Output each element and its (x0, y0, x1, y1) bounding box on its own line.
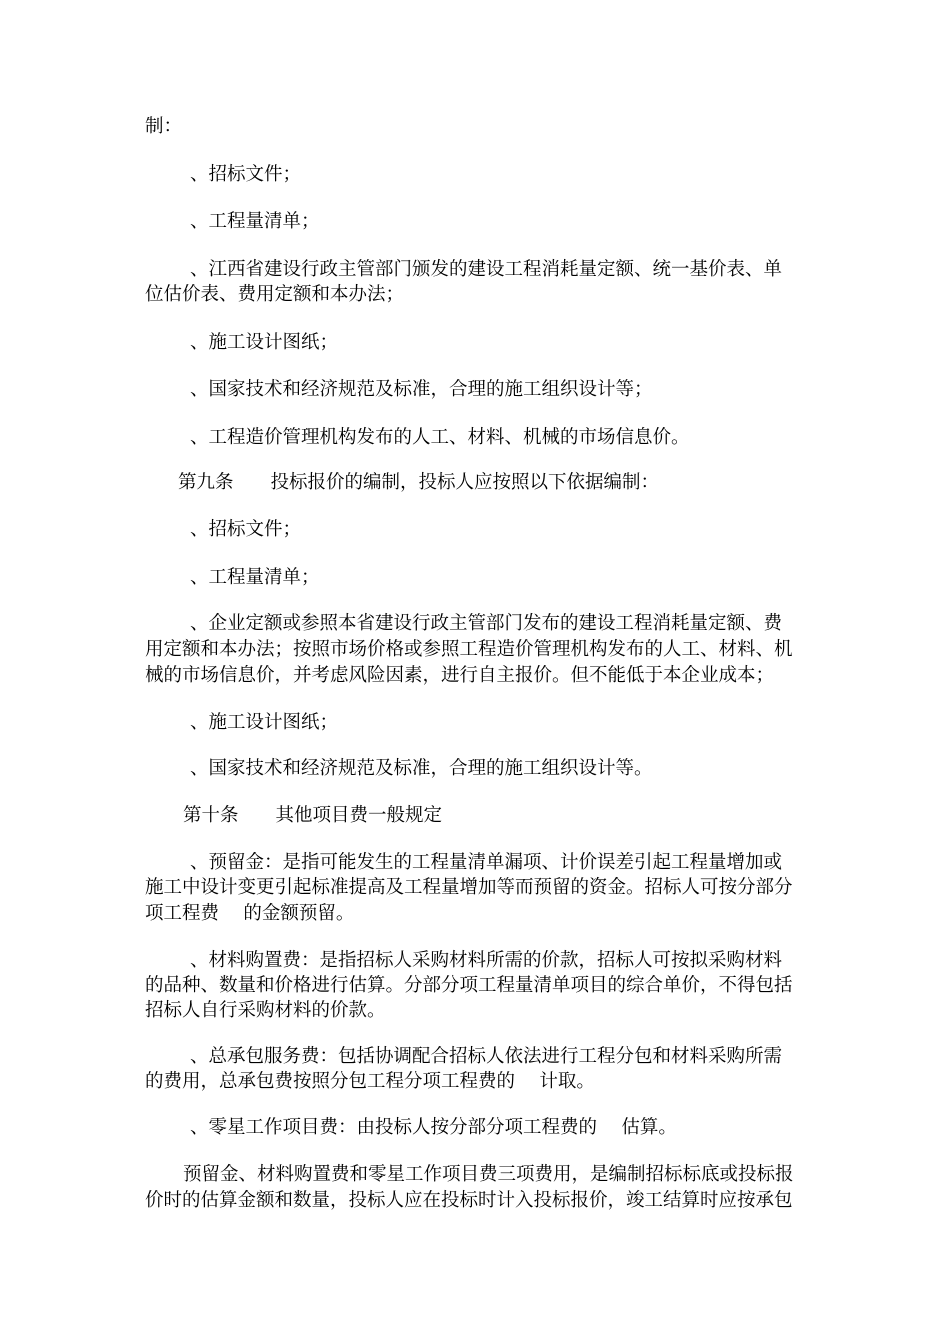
text-line: 、招标文件； (190, 519, 302, 540)
text-line: 制： (145, 116, 183, 137)
text-line: 价时的估算金额和数量，投标人应在投标时计入投标报价，竣工结算时应按承包 (145, 1190, 793, 1211)
text-line: 、施工设计图纸； (190, 332, 339, 353)
text-line: 、工程造价管理机构发布的人工、材料、机械的市场信息价。 (190, 427, 690, 448)
text-line: 、国家技术和经济规范及标准，合理的施工组织设计等； (190, 379, 653, 400)
text-line: 、材料购置费：是指招标人采购材料所需的价款，招标人可按拟采购材料 (190, 950, 783, 971)
text-line: 、国家技术和经济规范及标准，合理的施工组织设计等。 (190, 758, 653, 779)
article-heading: 第十条 其他项目费一般规定 (183, 805, 443, 826)
text-line: 、招标文件； (190, 164, 302, 185)
text-line: 招标人自行采购材料的价款。 (145, 1000, 386, 1021)
text-line: 用定额和本办法；按照市场价格或参照工程造价管理机构发布的人工、材料、机 (145, 639, 793, 660)
text-line: 的品种、数量和价格进行估算。分部分项工程量清单项目的综合单价，不得包括 (145, 975, 793, 996)
text-line: 位估价表、费用定额和本办法； (145, 284, 405, 305)
text-line: 项工程费 的金额预留。 (145, 903, 355, 924)
text-line: 、总承包服务费：包括协调配合招标人依法进行工程分包和材料采购所需 (190, 1046, 783, 1067)
article-heading: 第九条 投标报价的编制，投标人应按照以下依据编制： (178, 472, 660, 493)
text-line: 、零星工作项目费：由投标人按分部分项工程费的 估算。 (190, 1117, 677, 1138)
text-line: 、工程量清单； (190, 567, 320, 588)
text-line: 、企业定额或参照本省建设行政主管部门发布的建设工程消耗量定额、费 (190, 613, 783, 634)
text-line: 、工程量清单； (190, 211, 320, 232)
text-line: 施工中设计变更引起标准提高及工程量增加等而预留的资金。招标人可按分部分 (145, 877, 793, 898)
text-line: 、施工设计图纸； (190, 712, 339, 733)
text-line: 、江西省建设行政主管部门颁发的建设工程消耗量定额、统一基价表、单 (190, 259, 783, 280)
text-line: 的费用，总承包费按照分包工程分项工程费的 计取。 (145, 1071, 595, 1092)
text-line: 械的市场信息价，并考虑风险因素，进行自主报价。但不能低于本企业成本； (145, 665, 775, 686)
text-line: 预留金、材料购置费和零星工作项目费三项费用，是编制招标标底或投标报 (183, 1164, 794, 1185)
text-line: 、预留金：是指可能发生的工程量清单漏项、计价误差引起工程量增加或 (190, 852, 783, 873)
